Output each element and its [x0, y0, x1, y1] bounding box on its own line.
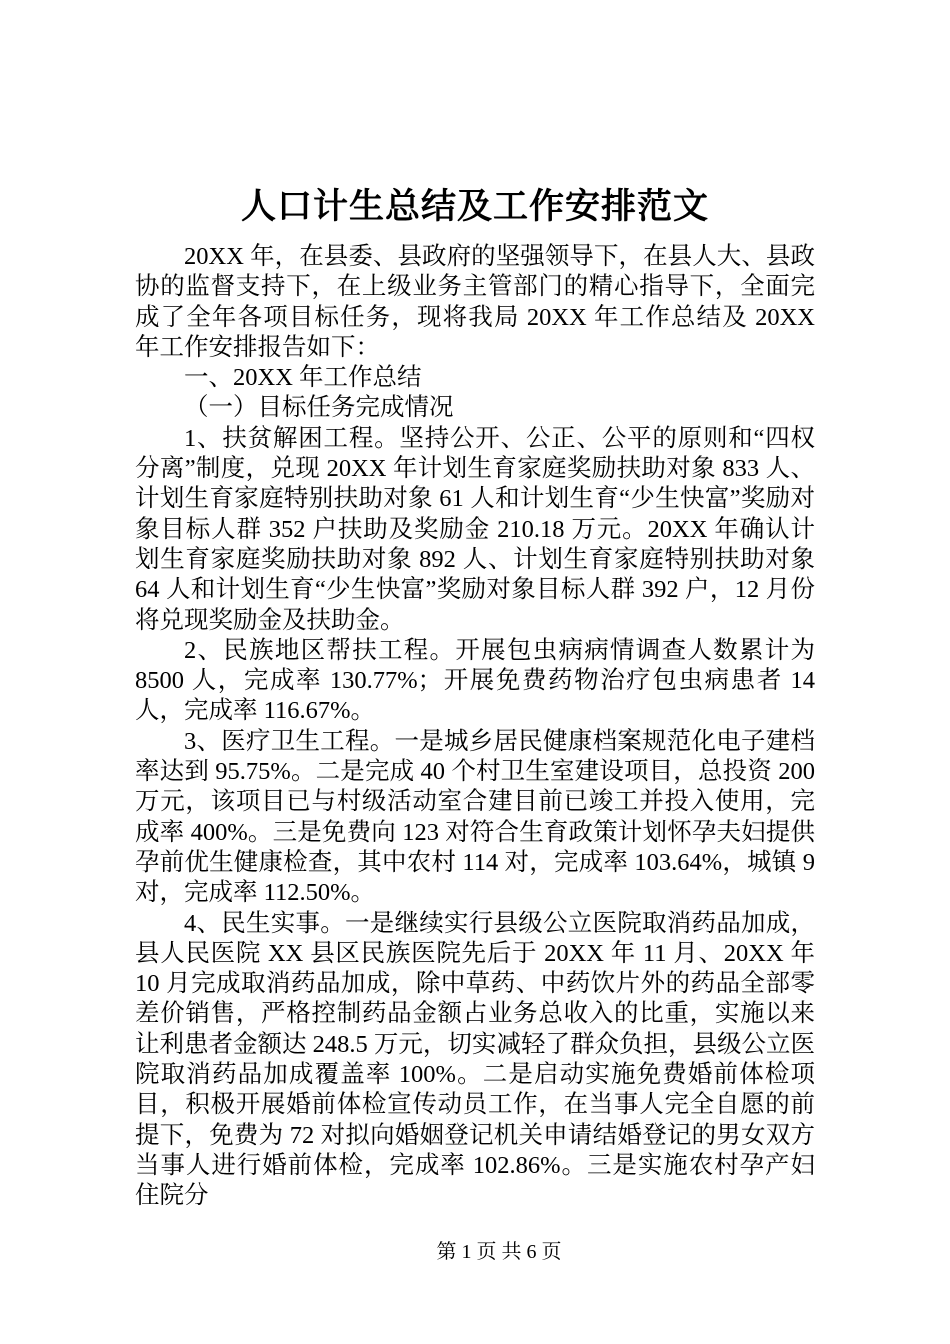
- paragraph: 4、民生实事。一是继续实行县级公立医院取消药品加成，县人民医院 XX 县区民族医院先后于 20XX 年 11 月、20XX 年 10 月完成取消药品加成，除中草药、中药饮片外的药品全部零差价销售，严格控制药品金额占业务总收入的比重，实施以来让利患者金额达 248.5 万元，切实减轻了群众负担，县级公立医院取消药品加成覆盖率 100%。二是启动实施免费婚前体检项目，积极开展婚前体检宣传动员工作，在当事人完全自愿的前提下，免费为 72 对拟向婚姻登记机关申请结婚登记的男女双方当事人进行婚前体检，完成率 102.86%。三是实施农村孕产妇住院分: [135, 909, 815, 1210]
- paragraph: 2、民族地区帮扶工程。开展包虫病病情调查人数累计为 8500 人，完成率 130.77%；开展免费药物治疗包虫病患者 14 人，完成率 116.67%。: [135, 636, 815, 725]
- paragraph: 20XX 年，在县委、县政府的坚强领导下，在县人大、县政协的监督支持下，在上级业务主管部门的精心指导下，全面完成了全年各项目标任务，现将我局 20XX 年工作总结及 20XX 年工作安排报告如下：: [135, 243, 815, 361]
- page-footer: [48, 1240, 950, 1264]
- document-title: 人口计生总结及工作安排范文: [240, 187, 709, 226]
- page-number-label: 第 1 页 共 6 页: [436, 1241, 562, 1263]
- paragraph: 1、扶贫解困工程。坚持公开、公正、公平的原则和“四权分离”制度，兑现 20XX 年计划生育家庭奖励扶助对象 833 人、计划生育家庭特别扶助对象 61 人和计划生育“少生快富”奖励对象目标人群 352 户扶助及奖励金 210.18 万元。20XX 年确认计划生育家庭奖励扶助对象 892 人、计划生育家庭特别扶助对象 64 人和计划生育“少生快富”奖励对象目标人群 392 户，12 月份将兑现奖励金及扶助金。: [135, 424, 815, 634]
- paragraph: 3、医疗卫生工程。一是城乡居民健康档案规范化电子建档率达到 95.75%。二是完成 40 个村卫生室建设项目，总投资 200 万元，该项目已与村级活动室合建目前已竣工并投入使用，完成率 400%。三是免费向 123 对符合生育政策计划怀孕夫妇提供孕前优生健康检查，其中农村 114 对，完成率 103.64%，城镇 9 对，完成率 112.50%。: [135, 727, 815, 907]
- document-body: [135, 242, 815, 1212]
- paragraph: 一、20XX 年工作总结: [184, 364, 422, 392]
- paragraph: （一）目标任务完成情况: [184, 394, 454, 422]
